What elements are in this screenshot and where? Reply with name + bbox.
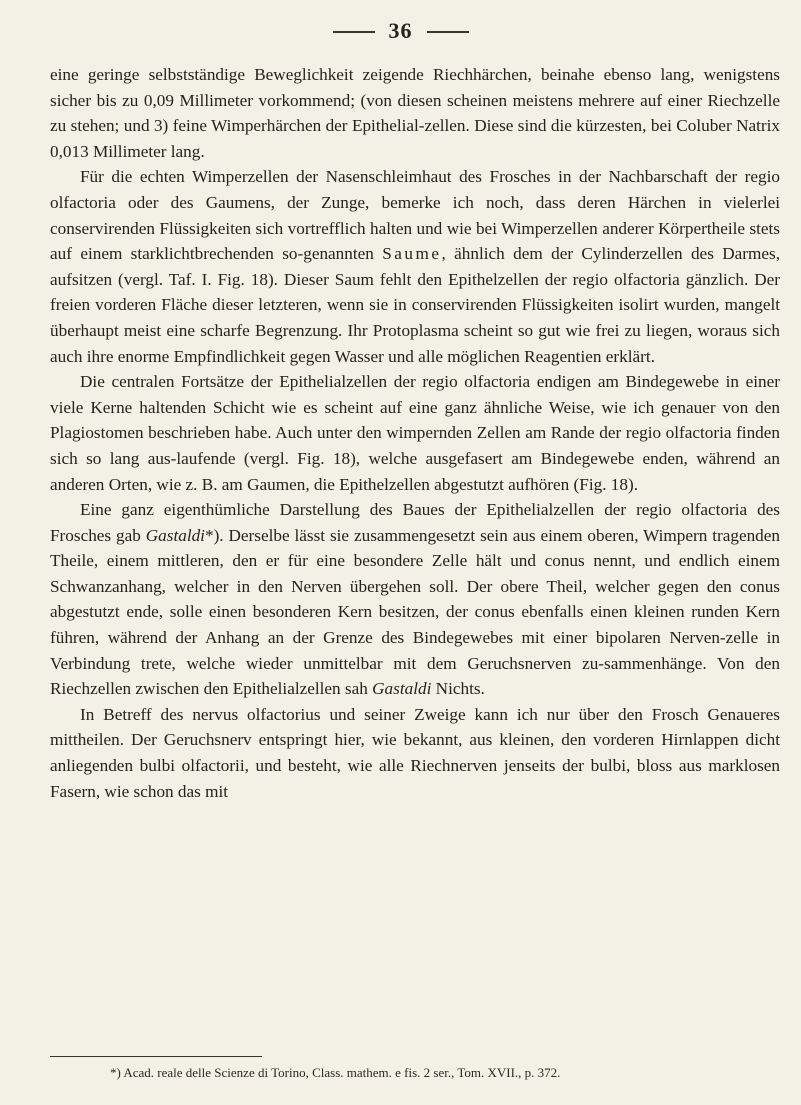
text-run: Nichts. [431, 679, 485, 699]
page-header [0, 18, 801, 44]
text-run: Eine ganz eigenthümliche Darstellung des Baues der Epithelialzellen der regio olfactoria des Frosches gab [50, 500, 780, 545]
text-run: Für die echten Wimperzellen der Nasenschleimhaut des Frosches in der Nachbarschaft der regio olfactoria oder des Gaumens, der Zunge, bemerke ich noch, dass deren Härchen in vielerlei conservirenden Flüssigkeiten sich vortrefflich halten und wie bei Wimperzellen anderer Körpertheile stets auf einem starklichtbrechenden so-genannten [50, 167, 780, 264]
footnote-rule [50, 1056, 262, 1057]
body-text [50, 62, 780, 804]
italic-author-name: Gastaldi [145, 525, 205, 545]
header-dash-right [427, 31, 469, 33]
header-dash-left [333, 31, 375, 33]
paragraph [50, 702, 780, 804]
italic-author-name: Gastaldi [372, 679, 432, 699]
text-run: *). Derselbe lässt sie zusammengesetzt sein aus einem oberen, Wimpern tragenden Theile, einem mittleren, den er für eine besondere Zelle hält und conus nennt, und endlich einem Schwanzanhang, welcher in den Nerven übergehen soll. Der obere Theil, welcher gegen den conus abgestutzt ende, solle einen besonderen Kern besitzen, der conus ebenfalls einen kleinen runden Kern führen, während der Anhang an der Grenze des Bindegewebes mit einer bipolaren Nerven-zelle in Verbindung trete, welche wieder unmittelbar mit dem Geruchsnerven zu-sammenhänge. Von den Riechzellen zwischen den Epithelialzellen sah [50, 525, 780, 699]
paragraph [50, 164, 780, 369]
page-number: 36 [388, 18, 413, 43]
paragraph [50, 497, 780, 702]
text-run: In Betreff des nervus olfactorius und seiner Zweige kann ich nur über den Frosch Genaueres mittheilen. Der Geruchsnerv entspringt hier, wie bekannt, aus kleinen, den vorderen Hirnlappen dicht anliegenden bulbi olfactorii, und besteht, wie alle Riechnerven jenseits der bulbi, bloss aus marklosen Fasern, wie schon das mit [50, 704, 780, 801]
text-run: eine geringe selbstständige Beweglichkeit zeigende Riechhärchen, beinahe ebenso lang, wenigstens sicher bis zu 0,09 Millimeter vorkommend; (von diesen scheinen meistens mehrere auf einer Riechzelle zu stehen; und 3) feine Wimperhärchen der Epithelial-zellen. Diese sind die kürzesten, bei Coluber Natrix 0,013 Millimeter lang. [50, 65, 780, 161]
text-run: Die centralen Fortsätze der Epithelialzellen der regio olfactoria endigen am Bindegewebe in einer viele Kerne haltenden Schicht wie es scheint auf eine ganz ähnliche Weise, wie ich genauer von den Plagiostomen beschrieben habe. Auch unter den wimpernden Zellen am Rande der regio olfactoria finden sich so lang aus-laufende (vergl. Fig. 18), welche ausgefasert am Bindegewebe enden, während an anderen Orten, wie z. B. am Gaumen, die Epithelzellen abgestutzt aufhören (Fig. 18). [50, 372, 780, 494]
spaced-term: Saume [382, 244, 442, 264]
text-run: , ähnlich dem der Cylinderzellen des Darmes, aufsitzen (vergl. Taf. I. Fig. 18). Dieser Saum fehlt den Epithelzellen der regio olfactoria gänzlich. Der freien vorderen Fläche dieser letzteren, wenn sie in conservirenden Flüssigkeiten isolirt wurden, mangelt überhaupt meist eine scharfe Begrenzung. Ihr Protoplasma scheint so gut wie frei zu liegen, woraus sich auch ihre enorme Empfindlichkeit gegen Wasser und alle möglichen Reagentien erklärt. [50, 244, 780, 366]
footnote: *) Acad. reale delle Scienze di Torino, Class. mathem. e fis. 2 ser., Tom. XVII., p. 372. [110, 1065, 561, 1080]
paragraph [50, 369, 780, 497]
paragraph [50, 62, 780, 164]
